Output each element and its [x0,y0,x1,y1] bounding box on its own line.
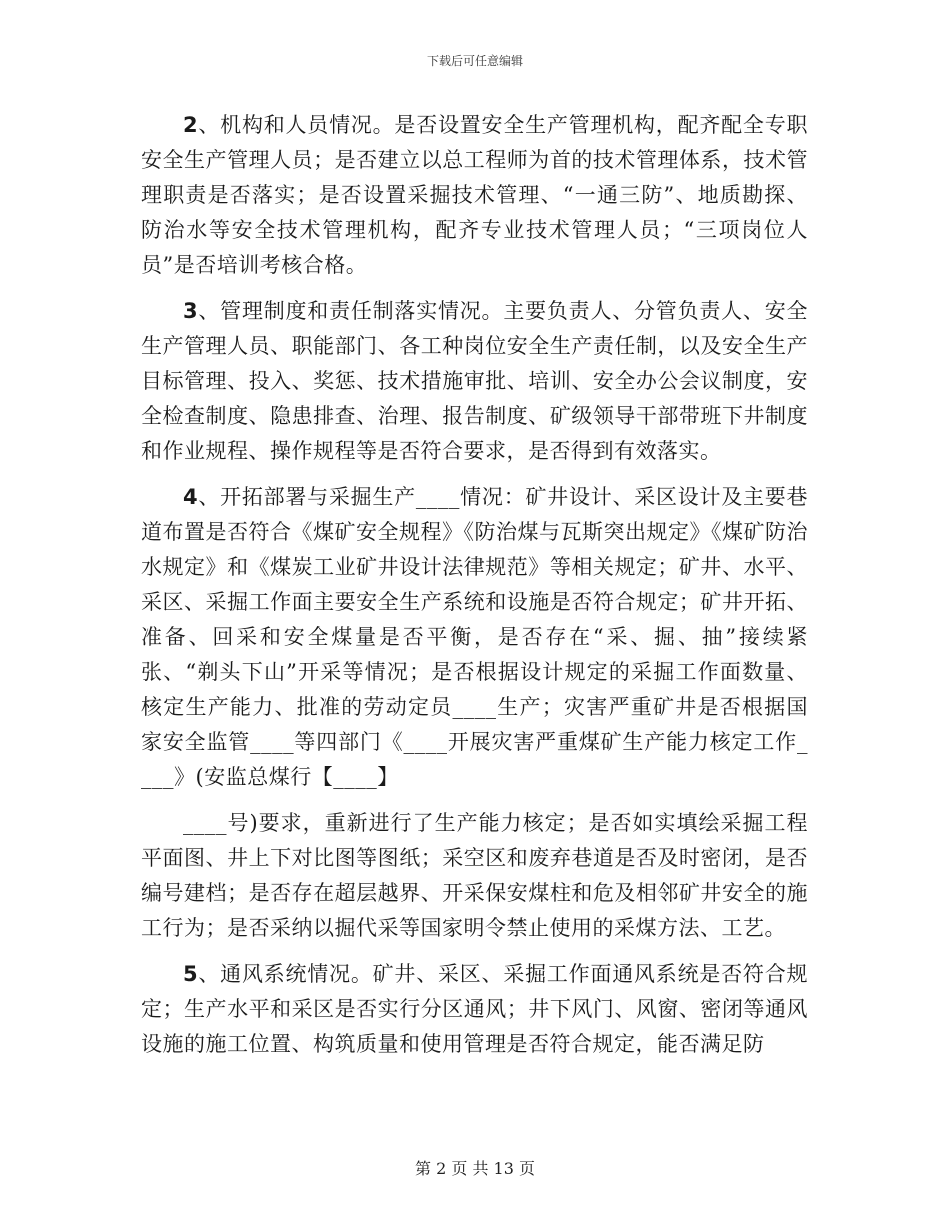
page-number-footer: 第 2 页 共 13 页 [415,1159,535,1178]
paragraph-ventilation-system [141,957,808,1062]
paragraph-text: ____号)要求，重新进行了生产能力核定；是否如实填绘采掘工程平面图、井上下对比图等图纸；采空区和废弃巷道是否及时密闭，是否编号建档；是否存在超层越界、开采保安煤柱和危及相邻矿井安全的施工行为；是否采纳以掘代采等国家明令禁止使用的采煤方法、工艺。 [141,811,808,940]
paragraph-continuation [141,806,808,946]
paragraph-organization-personnel [141,108,808,283]
document-body [141,108,808,1062]
page-header-note: 下载后可任意编辑 [426,54,523,68]
paragraph-text: 、管理制度和责任制落实情况。主要负责人、分管负责人、安全生产管理人员、职能部门、各工种岗位安全生产责任制，以及安全生产目标管理、投入、奖惩、技术措施审批、培训、安全办公会议制度，安全检查制度、隐患排查、治理、报告制度、矿级领导干部带班下井制度和作业规程、操作规程等是否符合要求，是否得到有效落实。 [141,299,808,463]
paragraph-management-system [141,294,808,469]
paragraph-number: 2 [183,113,199,137]
paragraph-text: 、通风系统情况。矿井、采区、采掘工作面通风系统是否符合规定；生产水平和采区是否实行分区通风；井下风门、风窗、密闭等通风设施的施工位置、构筑质量和使用管理是否符合规定，能否满足防 [141,962,808,1056]
paragraph-number: 5 [183,962,199,986]
paragraph-text: 、机构和人员情况。是否设置安全生产管理机构，配齐配全专职安全生产管理人员；是否建立以总工程师为首的技术管理体系，技术管理职责是否落实；是否设置采掘技术管理、“一通三防”、地质勘探、防治水等安全技术管理机构，配齐专业技术管理人员；“三项岗位人员”是否培训考核合格。 [141,113,808,277]
paragraph-text: 、开拓部署与采掘生产____情况：矿井设计、采区设计及主要巷道布置是否符合《煤矿安全规程》《防治煤与瓦斯突出规定》《煤矿防治水规定》和《煤炭工业矿井设计法律规范》等相关规定；矿井、水平、采区、采掘工作面主要安全生产系统和设施是否符合规定；矿井开拓、准备、回采和安全煤量是否平衡，是否存在“采、掘、抽”接续紧张、“剃头下山”开采等情况；是否根据设计规定的采掘工作面数量、核定生产能力、批准的劳动定员____生产；灾害严重矿井是否根据国家安全监管____等四部门《____开展灾害严重煤矿生产能力核定工作____》(安监总煤行【____】 [141,485,808,789]
paragraph-number: 3 [183,299,199,323]
paragraph-development-mining [141,480,808,795]
paragraph-number: 4 [183,485,199,509]
